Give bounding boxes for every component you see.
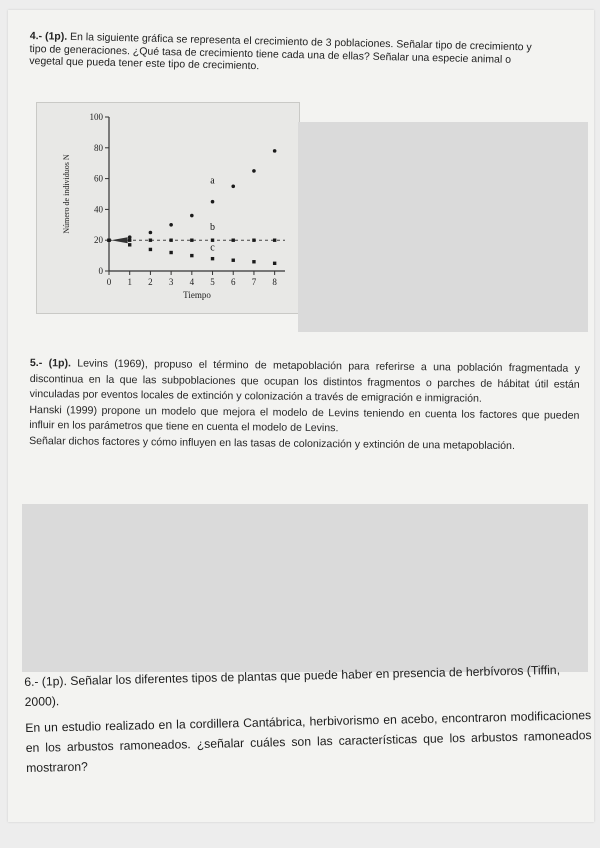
data-point-a — [273, 149, 277, 153]
question-5-number: 5.- (1p). — [29, 356, 72, 370]
data-point-b — [128, 239, 131, 242]
question-5-text-1: Levins (1969), propuso el término de metapoblación para referirse a una población fragmentada y discontinua en la que las subpoblaciones que ocupan los distintos fragmentos o parches de hábitat útil están vinculadas por eventos locales de extinción y colonización a través de emigración e inmigración. — [29, 357, 580, 405]
x-tick-label: 1 — [127, 277, 132, 287]
x-tick-label: 3 — [168, 277, 174, 287]
question-4-text: En la siguiente gráfica se representa el crecimiento de 3 poblaciones. Señalar tipo de crecimiento y tipo de generaciones. ¿Qué tasa de crecimiento tiene cada una de ellas? Señalar una especie animal o vegetal que pueda tener este tipo de crecimiento. — [29, 30, 532, 73]
data-point-c — [273, 262, 276, 265]
question-5-paragraph-1 — [30, 356, 580, 408]
series-label-a: a — [210, 175, 215, 187]
data-point-b — [211, 239, 214, 242]
x-tick-label: 5 — [210, 277, 215, 287]
data-point-b — [169, 239, 172, 242]
question-5-paragraph-2: Hanski (1999) propone un modelo que mejora el modelo de Levins teniendo en cuenta los factores que pueden influir en los parámetros que tiene en cuenta el modelo de Levins. — [29, 403, 580, 435]
question-5 — [29, 356, 580, 455]
data-point-a — [169, 223, 173, 227]
data-point-c — [252, 260, 255, 263]
question-5-paragraph-3: Señalar dichos factores y cómo influyen en las tasas de colonización y extinción de una metapoblación. — [29, 434, 515, 452]
y-tick-label: 80 — [94, 142, 103, 153]
data-point-b — [252, 239, 255, 242]
question-6 — [24, 659, 592, 784]
data-point-c — [107, 239, 110, 242]
data-point-a — [252, 169, 256, 173]
data-point-c — [149, 248, 152, 251]
data-point-b — [190, 239, 193, 242]
data-point-c — [128, 243, 131, 246]
data-point-b — [273, 239, 276, 242]
data-point-b — [232, 239, 235, 242]
data-point-c — [190, 254, 193, 257]
x-tick-label: 0 — [106, 277, 112, 287]
data-point-c — [232, 259, 235, 262]
redacted-answer-area-1 — [298, 122, 588, 332]
data-point-a — [149, 231, 153, 235]
question-6-paragraph-2: En un estudio realizado en la cordillera Cantábrica, herbivorismo en acebo, encontraron modificaciones en los arbustos ramoneados. ¿señalar cuáles son las características que los arbustos ramoneados mostraron? — [25, 708, 592, 775]
y-axis-label: Número de individuos N — [62, 154, 71, 234]
x-tick-label: 2 — [148, 277, 153, 287]
question-4-number: 4.- (1p). — [29, 30, 68, 43]
data-point-a — [128, 235, 132, 239]
question-6-paragraph-1: 6.- (1p). Señalar los diferentes tipos de plantas que puede haber en presencia de herbívoros (Tiffin, 2000). — [24, 662, 561, 709]
series-label-b: b — [210, 222, 216, 234]
data-point-a — [231, 185, 235, 189]
y-tick-label: 20 — [94, 235, 103, 246]
x-axis-label: Tiempo — [183, 290, 211, 300]
question-4 — [29, 30, 540, 79]
start-arrow — [111, 237, 128, 243]
data-point-c — [169, 251, 172, 254]
y-tick-label: 40 — [94, 204, 103, 215]
x-tick-label: 8 — [272, 277, 277, 287]
data-point-c — [211, 257, 214, 260]
worksheet-page — [8, 10, 594, 822]
x-tick-label: 6 — [230, 277, 236, 287]
y-tick-label: 60 — [94, 173, 103, 184]
y-tick-label: 0 — [98, 266, 103, 276]
x-tick-label: 7 — [251, 277, 257, 287]
x-tick-label: 4 — [189, 277, 195, 287]
population-growth-chart — [36, 102, 300, 314]
series-label-c: c — [210, 242, 215, 254]
data-point-b — [149, 239, 152, 242]
data-point-a — [190, 214, 194, 218]
y-tick-label: 100 — [89, 112, 103, 122]
data-point-a — [211, 200, 215, 204]
chart-svg — [37, 103, 299, 313]
redacted-answer-area-2 — [22, 504, 588, 672]
